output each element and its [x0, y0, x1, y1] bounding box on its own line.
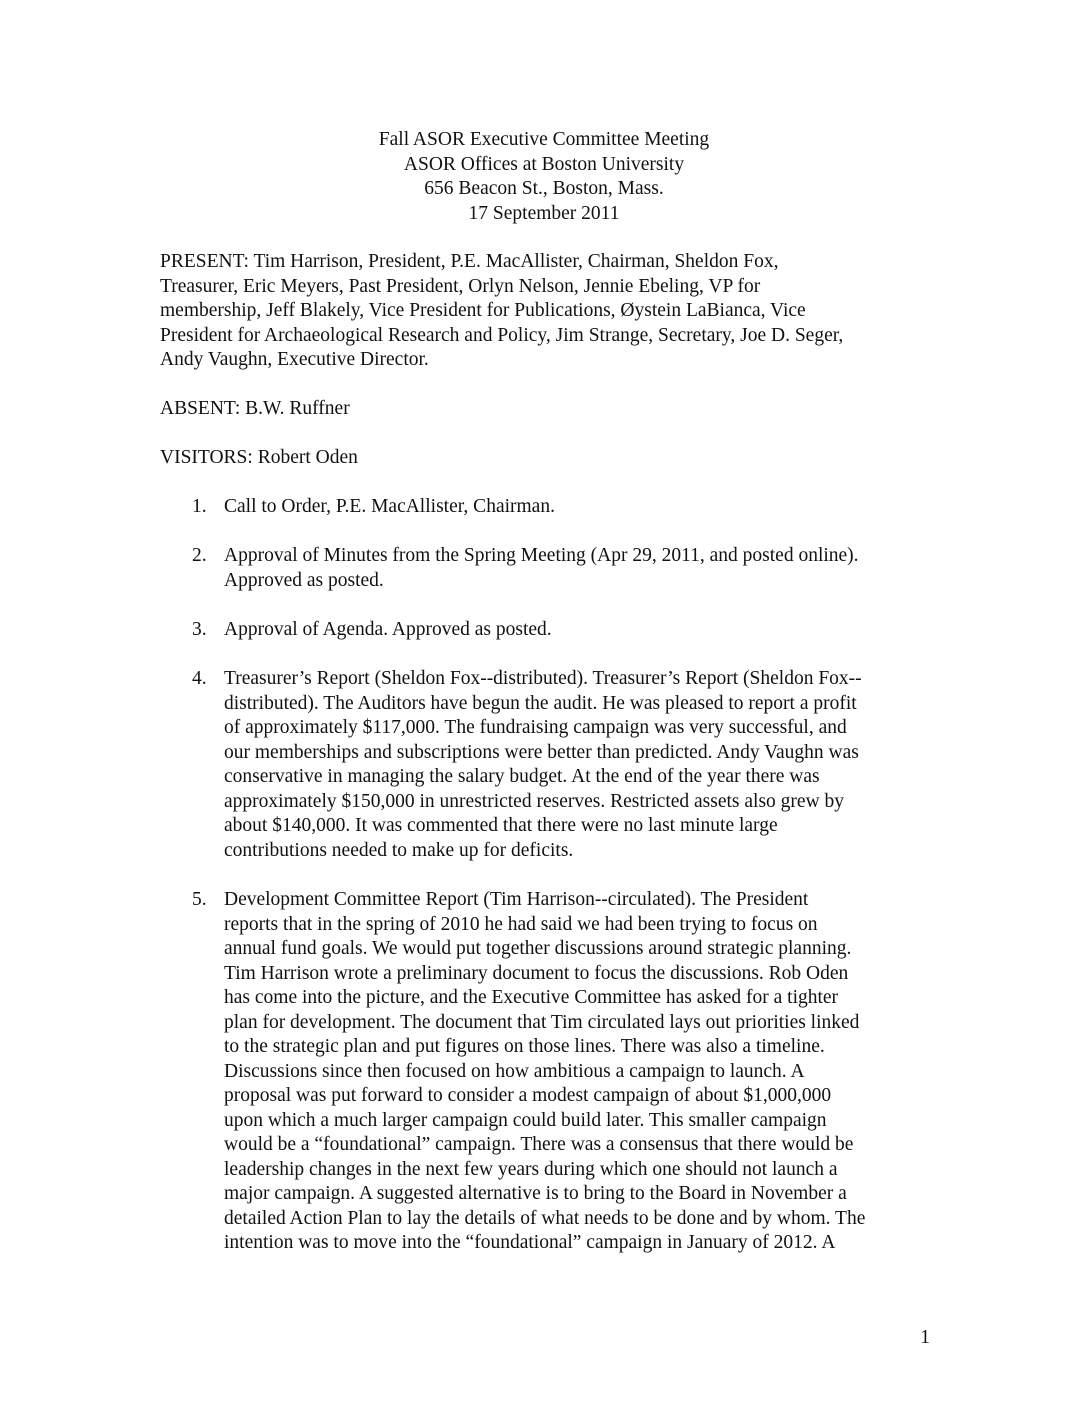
item-line: proposal was put forward to consider a modest campaign of about $1,000,000: [224, 1085, 832, 1106]
item-line: reports that in the spring of 2010 he had said we had been trying to focus on: [224, 913, 818, 935]
present-line: membership, Jeff Blakely, Vice President for Publications, Øystein LaBianca, Vice: [160, 300, 806, 321]
item-number: 3.: [192, 619, 207, 640]
item-line: detailed Action Plan to lay the details of what needs to be done and by whom. The: [224, 1207, 866, 1229]
item-number: 1.: [192, 496, 207, 517]
item-text: [224, 495, 944, 520]
item-line: conservative in managing the salary budget. At the end of the year there was: [224, 766, 820, 787]
item-line: contributions needed to make up for deficits.: [224, 839, 574, 861]
item-line: Call to Order, P.E. MacAllister, Chairman.: [224, 496, 555, 517]
item-text: [224, 888, 944, 1256]
item-line: our memberships and subscriptions were better than predicted. Andy Vaughn was: [224, 741, 859, 763]
item-line: would be a “foundational” campaign. There was a consensus that there would be: [224, 1134, 854, 1155]
item-line: annual fund goals. We would put together discussions around strategic planning.: [224, 938, 852, 959]
meeting-title: Fall ASOR Executive Committee Meeting: [378, 129, 710, 150]
item-line: distributed). The Auditors have begun the audit. He was pleased to report a profit: [224, 692, 857, 714]
item-line: major campaign. A suggested alternative is to bring to the Board in November a: [224, 1183, 847, 1204]
item-text: [224, 618, 944, 643]
visitors-line: VISITORS: Robert Oden: [160, 447, 358, 468]
meeting-date: 17 September 2011: [468, 202, 620, 224]
absent-paragraph: [160, 397, 950, 422]
present-line: PRESENT: Tim Harrison, President, P.E. MacAllister, Chairman, Sheldon Fox,: [160, 251, 779, 272]
item-line: Treasurer’s Report (Sheldon Fox--distributed). Treasurer’s Report (Sheldon Fox--: [224, 668, 862, 689]
present-line: Treasurer, Eric Meyers, Past President, Orlyn Nelson, Jennie Ebeling, VP for: [160, 275, 761, 297]
item-line: of approximately $117,000. The fundraising campaign was very successful, and: [224, 717, 847, 738]
present-line: President for Archaeological Research and Policy, Jim Strange, Secretary, Joe D. Seger,: [160, 324, 844, 346]
absent-line: ABSENT: B.W. Ruffner: [160, 398, 350, 419]
item-line: intention was to move into the “foundational” campaign in January of 2012. A: [224, 1232, 836, 1253]
item-line: approximately $150,000 in unrestricted reserves. Restricted assets also grew by: [224, 790, 845, 812]
item-number: 2.: [192, 545, 207, 566]
item-line: upon which a much larger campaign could build later. This smaller campaign: [224, 1109, 827, 1131]
item-line: to the strategic plan and put figures on those lines. There was also a timeline.: [224, 1036, 825, 1057]
meeting-address: 656 Beacon St., Boston, Mass.: [424, 178, 664, 199]
page-number: 1: [920, 1327, 930, 1348]
document-header: [0, 128, 1088, 226]
item-line: Approval of Agenda. Approved as posted.: [224, 619, 552, 640]
item-line: Tim Harrison wrote a preliminary document to focus the discussions. Rob Oden: [224, 962, 849, 984]
present-line: Andy Vaughn, Executive Director.: [160, 349, 429, 370]
present-paragraph: [160, 250, 950, 373]
item-number: 5.: [192, 889, 207, 910]
item-line: Discussions since then focused on how ambitious a campaign to launch. A: [224, 1060, 805, 1082]
item-text: [224, 544, 944, 593]
item-line: leadership changes in the next few years during which one should not launch a: [224, 1158, 838, 1180]
visitors-paragraph: [160, 446, 950, 471]
item-text: [224, 667, 944, 863]
item-line: plan for development. The document that Tim circulated lays out priorities linked: [224, 1011, 860, 1033]
item-line: Development Committee Report (Tim Harrison--circulated). The President: [224, 889, 809, 910]
item-line: Approved as posted.: [224, 569, 384, 591]
meeting-location: ASOR Offices at Boston University: [403, 153, 685, 175]
item-number: 4.: [192, 668, 207, 689]
item-line: Approval of Minutes from the Spring Meeting (Apr 29, 2011, and posted online).: [224, 545, 859, 566]
item-line: about $140,000. It was commented that there were no last minute large: [224, 815, 778, 836]
item-line: has come into the picture, and the Executive Committee has asked for a tighter: [224, 987, 839, 1008]
